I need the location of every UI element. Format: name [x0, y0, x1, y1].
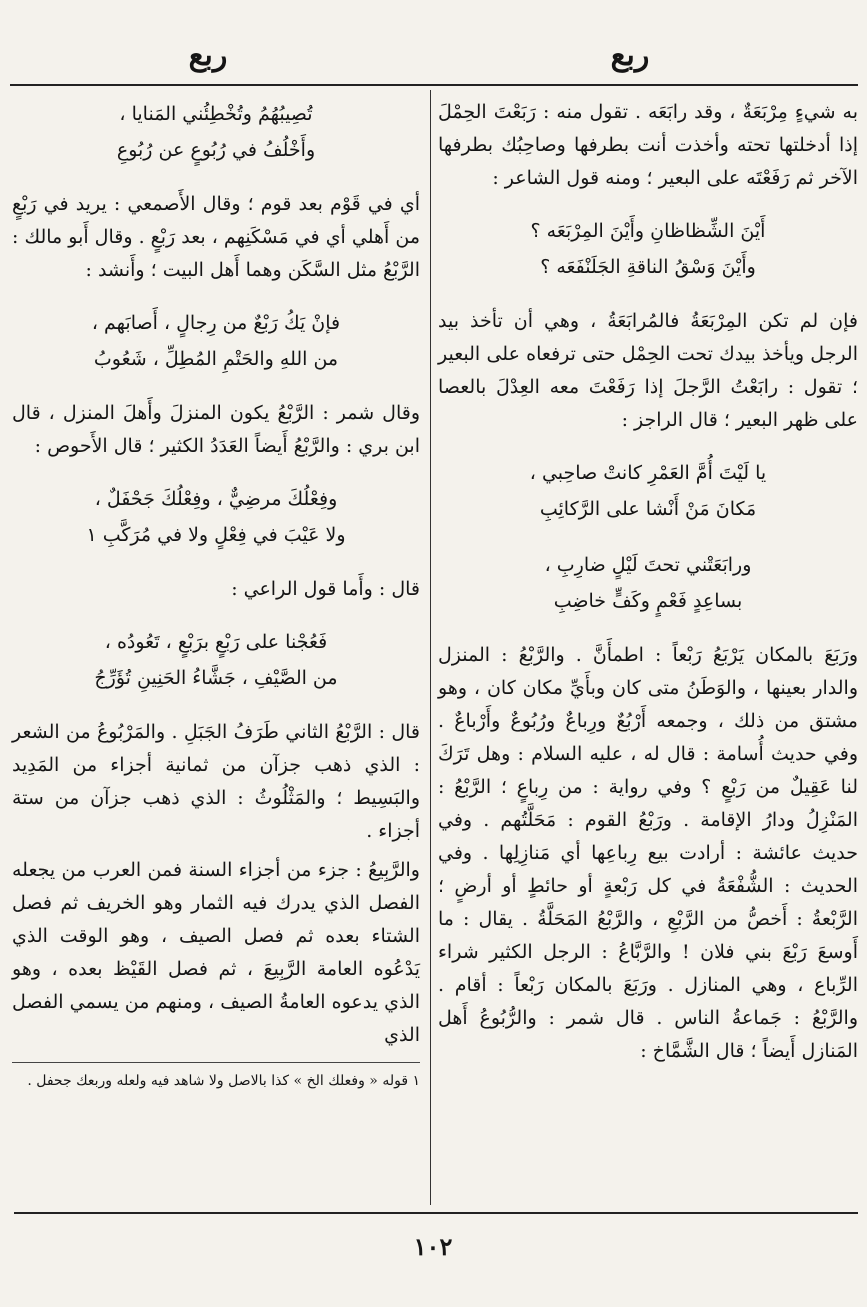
right-column [438, 96, 858, 1074]
paragraph: قال : وأَما قول الراعي : [231, 578, 420, 600]
verse-line: فإنْ يَكُ رَبْعٌ من رِجالٍ ، أَصابَهم ، [91, 312, 341, 334]
verse-block [438, 547, 858, 619]
verse-line: ورابَعَتْني تحتَ لَيْلٍ ضارِبِ ، [544, 554, 752, 576]
paragraph: ورَبَعَ بالمكان يَرْبَعُ رَبْعاً : اطمأَنَّ . والرَّبْعُ : المنزل والدار بعينها ، والوَطَنُ متى كان وبأَيِّ مكان كان ، وهو مشتق من ذلك ، وجمعه أَرْبُعٌ ورِباعٌ ورُبُوعٌ وأَرْباعٌ . وفي حديث أُسامة : قال له ، عليه السلام : وهل تَرَكَ لنا عَقِيلٌ من رَبْعٍ ؟ وفي رواية : من رِباعٍ ؛ الرَّبْعُ : المَنْزِلُ ودارُ الإقامة . ورَبْعُ القوم : مَحَلَّتُهم . وفي حديث عائشة : أرادت بيع رِباعِها أي مَنازِلِها . وفي الحديث : الشُّفْعَةُ في كل رَبْعةٍ أو حائطٍ أو أرضٍ ؛ الرَّبْعةُ : أَخصُّ من الرَّبْعِ ، والرَّبْعُ المَحَلَّةُ . يقال : ما أَوسعَ رَبْعَ بني فلان ! والرَّبَّاعُ : الرجل الكثير شراء الرِّباع ، وهي المنازل . ورَبَعَ بالمكان رَبْعاً : أقام . والرَّبْعُ : جَماعةُ الناس . قال شمر : والرُّبُوعُ أَهل المَنازل أَيضاً ؛ قال الشَّمَّاخ : [438, 644, 858, 1062]
verse-block [12, 96, 420, 168]
verse-block [12, 624, 420, 696]
paragraph: به شيءٍ مِرْبَعَةٌ ، وقد رابَعَه . تقول منه : رَبَعْتَ الحِمْلَ إذا أدخلتها تحته وأخذت أنت بطرفها وصاحِبُك بطرفها الآخر ثم رَفَعْتَه على البعير ؛ ومنه قول الشاعر : [438, 101, 858, 189]
verse-block [12, 305, 420, 377]
verse-line: أَيْنَ الشِّظاظانِ وأَيْنَ المِرْبَعَه ؟ [530, 220, 766, 242]
paragraph: أي في قَوْم بعد قوم ؛ وقال الأَصمعي : يريد في رَبْعٍ من أَهلي أي في مَسْكَنِهم ، بعد رَبْعٍ . وقال أَبو مالك : الرَّبْعُ مثل السَّكَن وهما أَهل البيت ؛ وأَنشد : [12, 193, 420, 281]
verse-block [438, 213, 858, 285]
verse-line: من الصَّيْفِ ، جَشَّاءُ الحَنِينِ تُؤَرِّجُ [94, 667, 338, 689]
verse-block [438, 455, 858, 527]
verse-line: وفِعْلُكَ مرضِيٌّ ، وفِعْلُكَ جَحْفَلٌ ، [94, 488, 338, 510]
verse-line: وأَخْلُفُ في رُبُوعٍ عن رُبُوعِ [116, 139, 316, 161]
running-headword-right: ربع [610, 38, 650, 73]
verse-block [12, 481, 420, 553]
footnote-rule [12, 1062, 420, 1063]
footer-rule [14, 1212, 858, 1214]
verse-line: من اللهِ والحَتْمِ المُطِلِّ ، شَعُوبُ [93, 348, 339, 370]
verse-line: بساعِدٍ فَعْمٍ وكَفٍّ خاضِبِ [553, 590, 743, 612]
verse-line: وأَيْنَ وَسْقُ الناقةِ الجَلَنْفَعَه ؟ [540, 256, 756, 278]
verse-line: يا لَيْتَ أُمَّ العَمْرِ كانتْ صاحِبي ، [529, 462, 767, 484]
column-divider [430, 90, 431, 1205]
footnote: ١ قوله « وفعلك الخ » كذا بالاصل ولا شاهد فيه ولعله وربعك جحفل . [27, 1073, 420, 1089]
verse-line: فَعُجْنا على رَبْعٍ برَبْعٍ ، تَعُودُه ، [104, 631, 328, 653]
paragraph: قال : الرَّبْعُ الثاني طَرَفُ الجَبَلِ . والمَرْبُوعُ من الشعر : الذي ذهب جزآن من ثمانية أجزاء من المَدِيد والبَسِيط ؛ والمَثْلُوثُ : الذي ذهب جزآن من ستة أجزاء . [12, 721, 420, 842]
paragraph: وقال شمر : الرَّبْعُ يكون المنزلَ وأَهلَ المنزل ، قال ابن بري : والرَّبْعُ أَيضاً العَدَدُ الكثير ؛ قال الأَحوص : [12, 402, 420, 457]
left-column [12, 96, 420, 1093]
verse-line: تُصِيبُهُمُ وتُخْطِئُني المَنايا ، [119, 103, 313, 125]
paragraph: فإن لم تكن المِرْبَعَةُ فالمُرابَعَةُ ، وهي أن تأخذ بيد الرجل ويأخذ بيدك تحت الحِمْل حتى ترفعاه على البعير ؛ تقول : رابَعْتُ الرَّجلَ إذا رَفَعْتَ معه العِدْلَ بالعصا على ظهر البعير ؛ قال الراجز : [438, 310, 858, 431]
verse-line: ولا عَيْبَ في فِعْلٍ ولا في مُرَكَّبِ ١ [86, 524, 346, 546]
header-rule [10, 84, 858, 86]
page-number: ١٠٢ [413, 1232, 453, 1261]
running-headword-left: ربع [188, 38, 228, 73]
verse-line: مَكانَ مَنْ أَنْشا على الرَّكائِبِ [539, 498, 757, 520]
paragraph: والرَّبِيعُ : جزء من أجزاء السنة فمن العرب من يجعله الفصل الذي يدرك فيه الثمار وهو الخريف ثم فصل الشتاء بعده ثم فصل الصيف ، وهو الوقت الذي يَدْعُوه العامة الرَّبِيعَ ، ثم فصل القَيْظ بعده ، وهو الذي يدعوه العامةُ الصيف ، ومنهم من يسمي الفصل الذي [12, 859, 420, 1046]
